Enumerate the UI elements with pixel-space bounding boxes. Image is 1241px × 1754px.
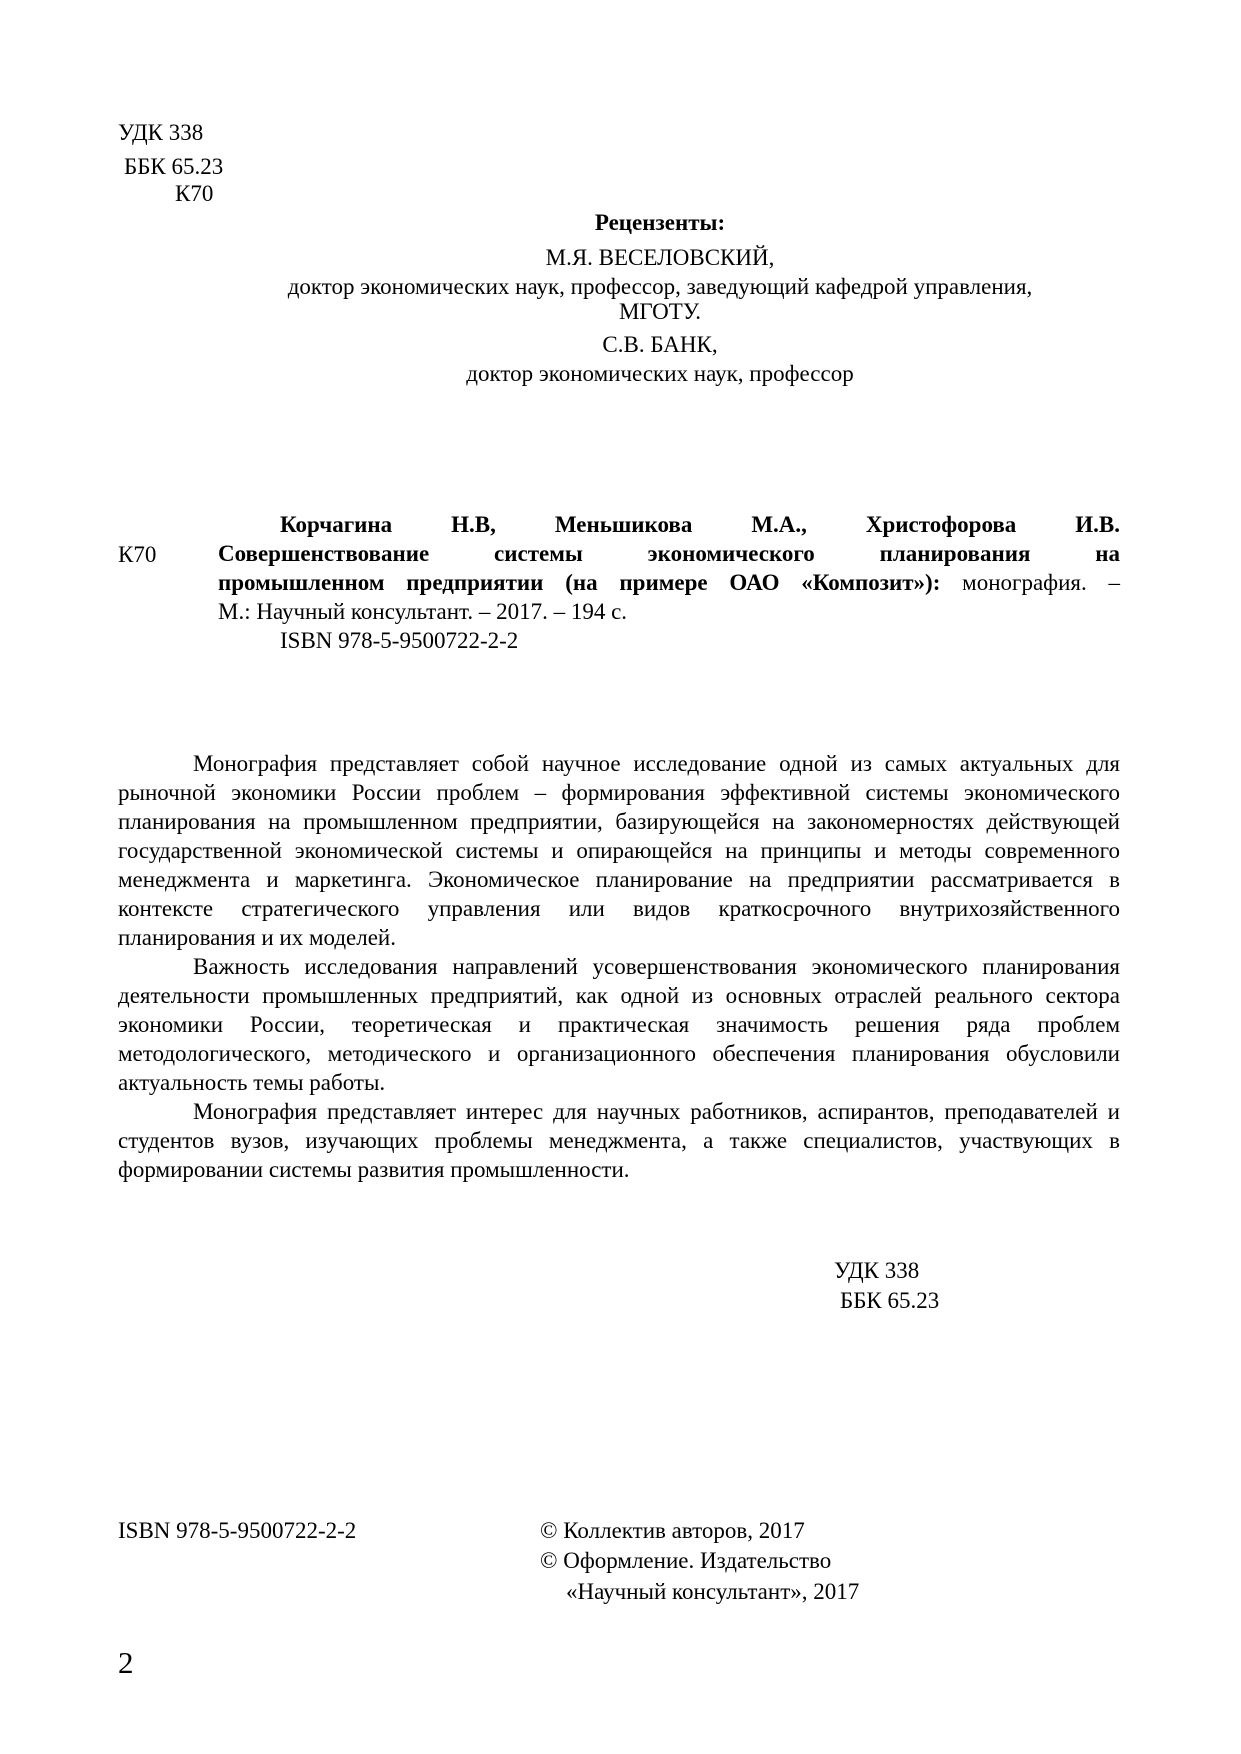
copyright-design: © Оформление. Издательство (540, 1548, 832, 1573)
reviewers-title: Рецензенты: (594, 210, 726, 235)
reviewer-1-name: М.Я. ВЕСЕЛОВСКИЙ, (545, 245, 775, 270)
footer-isbn: ISBN 978-5-9500722-2-2 (118, 1518, 357, 1543)
bibliography-title-line-2 (218, 568, 1120, 597)
reviewers-block (180, 208, 1140, 388)
abstract (118, 749, 1120, 1184)
author-mark: К70 (175, 181, 214, 206)
reviewer-2-description: доктор экономических наук, профессор (466, 361, 854, 386)
page-number: 2 (118, 1645, 134, 1680)
bbk-code-right: ББК 65.23 (840, 1288, 940, 1313)
bbk-code: ББК 65.23 (124, 154, 224, 179)
bibliography-type: монография. – (940, 570, 1121, 595)
copyright-publisher: «Научный консультант», 2017 (566, 1579, 860, 1604)
udk-code: УДК 338 (118, 120, 204, 145)
abstract-paragraph-1: Монография представляет собой научное исследование одной из самых актуальных для рыночной экономики России проблем – формирования эффективной системы экономического планирования на промышленном предприятии, базирующейся на закономерностях действующей государственной экономической системы и опирающейся на принципы и методы современного менеджмента и маркетинга. Экономическое планирование на предприятии рассматривается в контексте стратегического управления или видов краткосрочного внутрихозяйственного планирования и их моделей. (118, 751, 1120, 950)
bibliography-isbn: ISBN 978-5-9500722-2-2 (280, 628, 519, 653)
bibliography-authors: Корчагина Н.В, Меньшикова М.А., Христофорова И.В. (280, 512, 1120, 537)
bibliography-author-mark: К70 (118, 542, 157, 567)
reviewer-1-description: доктор экономических наук, профессор, заведующий кафедрой управления, (287, 274, 1033, 299)
bibliographic-record (218, 510, 1120, 655)
copyright-authors: © Коллектив авторов, 2017 (540, 1518, 805, 1543)
abstract-paragraph-2: Важность исследования направлений усовершенствования экономического планирования деятельности промышленных предприятий, как одной из основных отраслей реального сектора экономики России, теоретическая и практическая значимость решения ряда проблем методологического, методического и организационного обеспечения планирования обусловили актуальность темы работы. (118, 954, 1120, 1095)
bibliography-title-bold: промышленном предприятии (на примере ОАО «Композит»): (218, 570, 941, 595)
udk-code-right: УДК 338 (834, 1258, 920, 1283)
abstract-paragraph-3: Монография представляет интерес для научных работников, аспирантов, преподавателей и студентов вузов, изучающих проблемы менеджмента, а также специалистов, участвующих в формировании системы развития промышленности. (118, 1099, 1120, 1182)
reviewer-2-name: С.В. БАНК, (602, 332, 718, 357)
bibliography-title-line-1: Совершенствование системы экономического планирования на (218, 541, 1120, 566)
reviewer-1-affiliation: МГОТУ. (618, 299, 702, 324)
bibliography-imprint: М.: Научный консультант. – 2017. – 194 с. (218, 599, 628, 624)
